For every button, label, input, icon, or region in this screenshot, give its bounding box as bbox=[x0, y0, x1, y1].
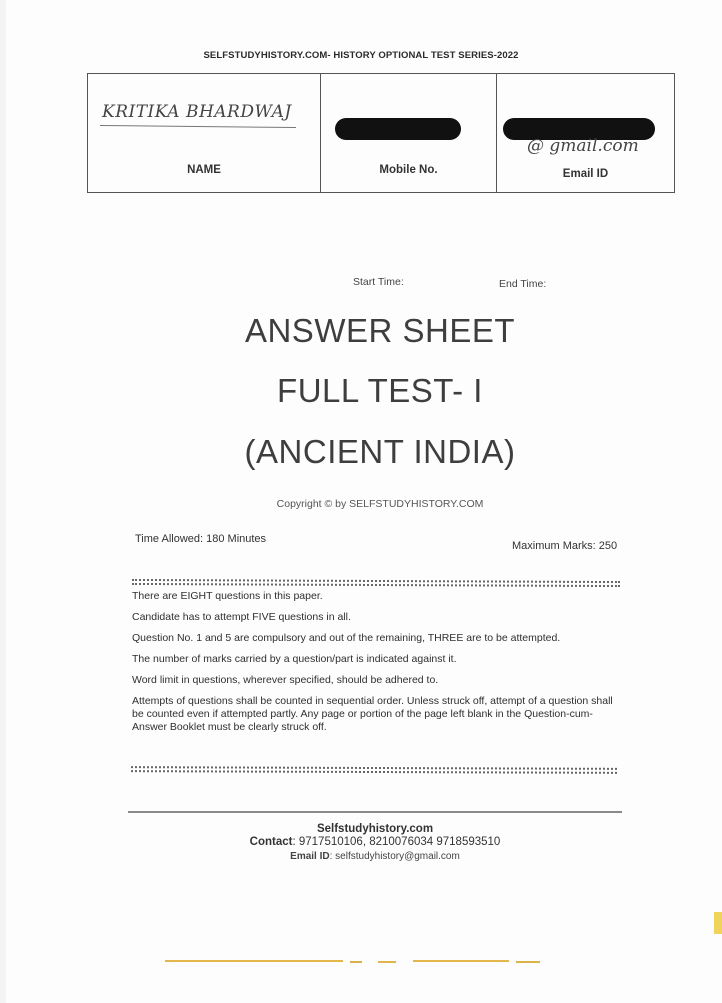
handwritten-email: @ gmail.com bbox=[527, 136, 639, 156]
instructions-list bbox=[132, 590, 624, 734]
scan-mark bbox=[165, 960, 343, 962]
start-time-label: Start Time: bbox=[353, 276, 404, 288]
instruction-item: There are EIGHT questions in this paper. bbox=[132, 590, 323, 602]
contact-label: Contact bbox=[249, 836, 293, 848]
scan-mark bbox=[350, 961, 362, 963]
title-answer-sheet: ANSWER SHEET bbox=[244, 312, 516, 349]
scan-edge-mark bbox=[714, 912, 722, 934]
name-underline bbox=[100, 125, 296, 128]
mobile-label: Mobile No. bbox=[379, 164, 438, 176]
instruction-item: Attempts of questions shall be counted in sequential order. Unless struck off, attempt of a question shall be counted even if attempted partly. Any page or portion of the page left blank in the Question-cum-Answer Booklet must be clearly struck off. bbox=[132, 695, 613, 733]
separator-bottom bbox=[131, 766, 617, 774]
email-id-label: Email ID bbox=[290, 851, 330, 862]
handwritten-name: KRITIKA BHARDWAJ bbox=[102, 102, 292, 122]
scan-mark bbox=[413, 960, 509, 962]
mobile-cell bbox=[320, 74, 496, 192]
time-allowed: Time Allowed: 180 Minutes bbox=[135, 533, 267, 545]
email-id-value: : selfstudyhistory@gmail.com bbox=[329, 851, 460, 862]
mobile-redaction bbox=[335, 118, 461, 140]
title-full-test: FULL TEST- I bbox=[277, 372, 483, 409]
footer-site-name: Selfstudyhistory.com bbox=[316, 823, 434, 835]
title-subject: (ANCIENT INDIA) bbox=[244, 433, 516, 470]
candidate-info-table bbox=[87, 73, 675, 193]
contact-numbers: : 9717510106, 8210076034 9718593510 bbox=[292, 836, 501, 848]
end-time-label: End Time: bbox=[499, 278, 547, 290]
instruction-item: Word limit in questions, wherever specified, should be adhered to. bbox=[132, 674, 439, 686]
email-label: Email ID bbox=[562, 168, 609, 180]
separator-top bbox=[132, 579, 620, 587]
instruction-item: Candidate has to attempt FIVE questions in all. bbox=[132, 611, 351, 623]
scan-mark bbox=[378, 961, 396, 963]
maximum-marks: Maximum Marks: 250 bbox=[512, 540, 618, 552]
header-title: SELFSTUDYHISTORY.COM- HISTORY OPTIONAL TEST SERIES-2022 bbox=[203, 50, 519, 61]
instruction-item: The number of marks carried by a question/part is indicated against it. bbox=[132, 653, 457, 665]
footer-rule bbox=[128, 811, 622, 813]
name-label: NAME bbox=[187, 164, 221, 176]
instruction-item: Question No. 1 and 5 are compulsory and out of the remaining, THREE are to be attempted. bbox=[132, 632, 561, 644]
name-cell bbox=[88, 74, 320, 192]
footer-email bbox=[0, 851, 722, 862]
email-cell bbox=[496, 74, 674, 192]
scan-mark bbox=[516, 961, 540, 963]
copyright-notice: Copyright © by SELFSTUDYHISTORY.COM bbox=[276, 498, 484, 510]
footer-contact bbox=[0, 836, 722, 848]
